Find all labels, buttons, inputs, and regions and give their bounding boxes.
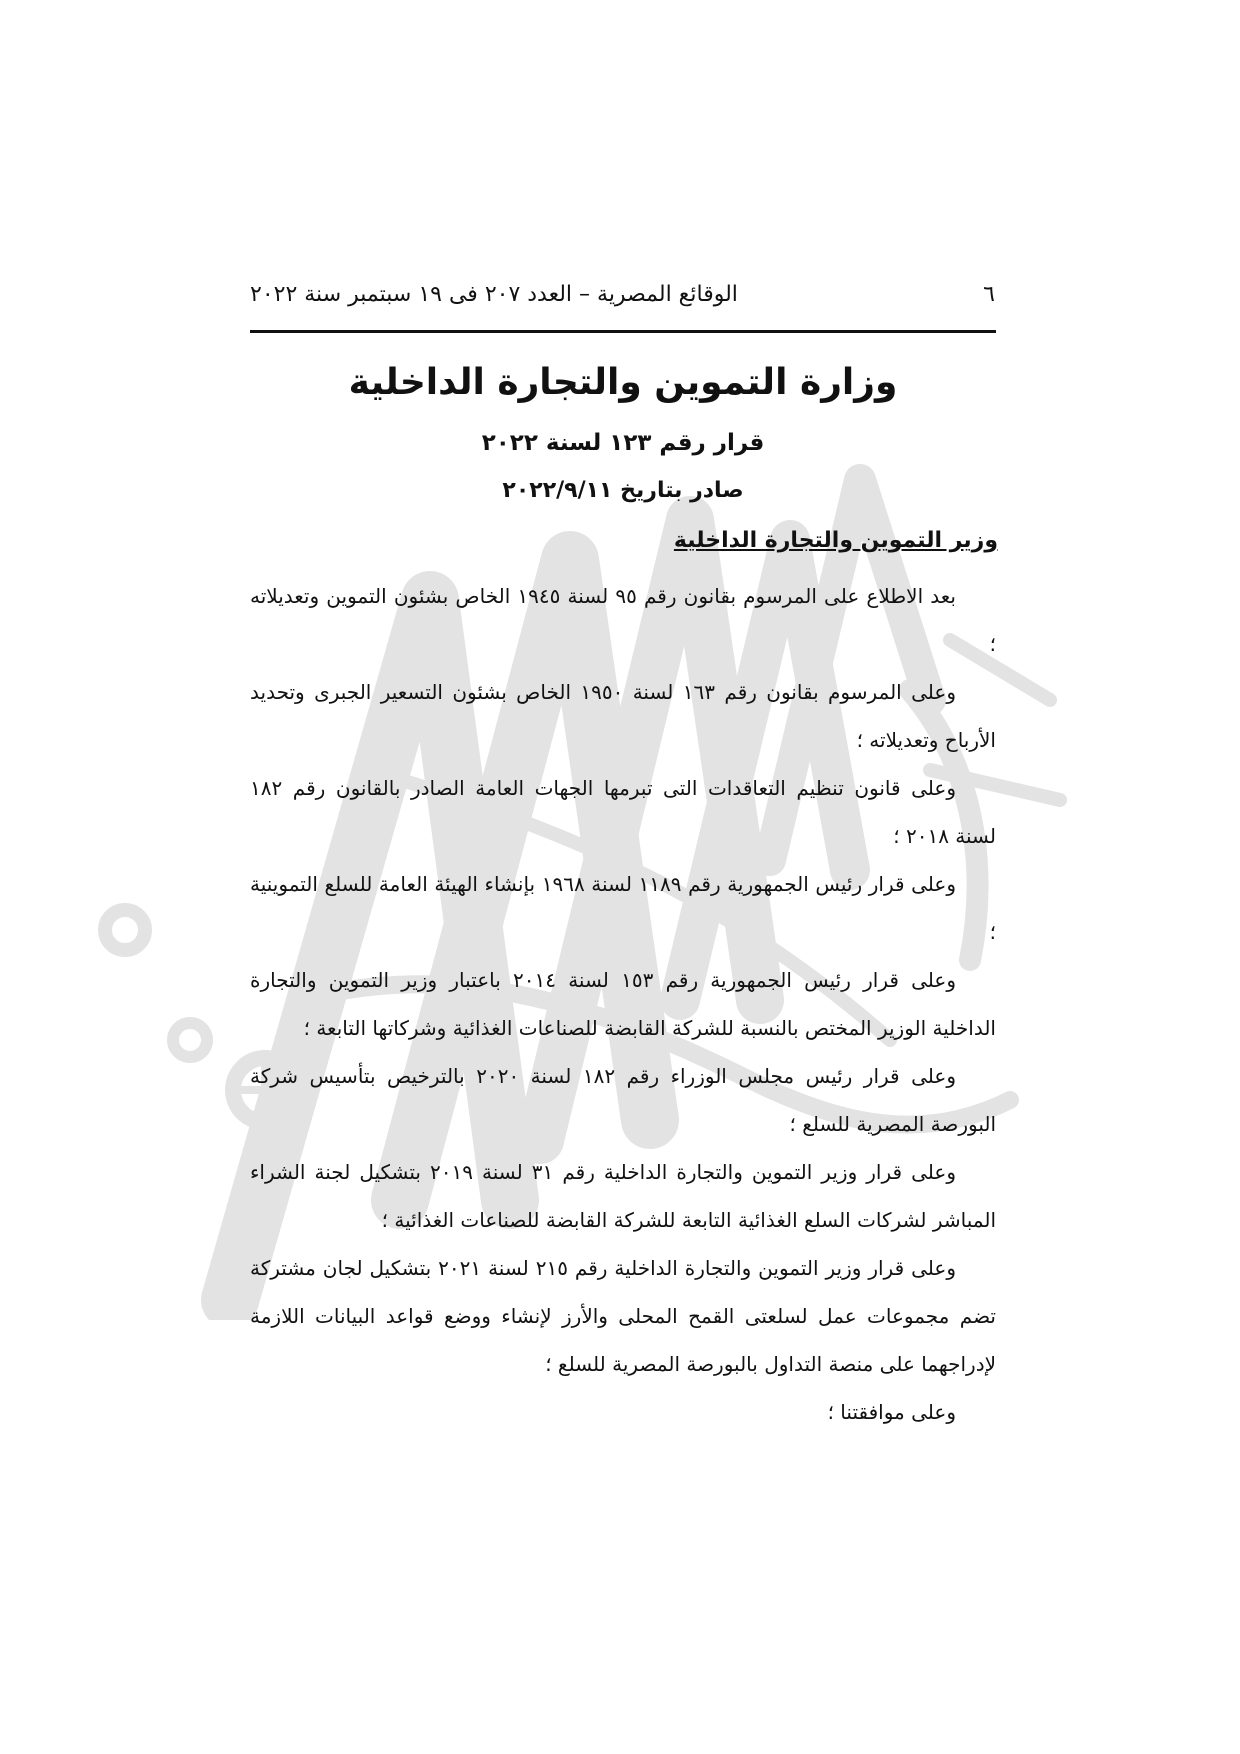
preamble-paragraph: وعلى قانون تنظيم التعاقدات التى تبرمها الجهات العامة الصادر بالقانون رقم ١٨٢ لسنة ٢٠١٨ ؛ (250, 776, 996, 848)
preamble-paragraph: وعلى قرار وزير التموين والتجارة الداخلية رقم ٢١٥ لسنة ٢٠٢١ بتشكيل لجان مشتركة تضم مجموعات عمل لسلعتى القمح المحلى والأرز لإنشاء ووضع قواعد البيانات اللازمة لإدراجهما على منصة التداول بالبورصة المصرية للسلع ؛ (250, 1256, 996, 1376)
preamble-paragraph: وعلى المرسوم بقانون رقم ١٦٣ لسنة ١٩٥٠ الخاص بشئون التسعير الجبرى وتحديد الأرباح وتعديلاته ؛ (250, 680, 996, 752)
preamble-paragraph: وعلى قرار وزير التموين والتجارة الداخلية رقم ٣١ لسنة ٢٠١٩ بتشكيل لجنة الشراء المباشر لشركات السلع الغذائية التابعة للشركة القابضة للصناعات الغذائية ؛ (250, 1160, 996, 1232)
page-number: ٦ (983, 282, 995, 307)
preamble-paragraph: وعلى موافقتنا ؛ (827, 1400, 956, 1424)
ministry-title: وزارة التموين والتجارة الداخلية (348, 362, 898, 403)
issue-date: صادر بتاريخ ٢٠٢٢/٩/١١ (502, 478, 744, 503)
preamble-paragraph: وعلى قرار رئيس الجمهورية رقم ١١٨٩ لسنة ١٩٦٨ بإنشاء الهيئة العامة للسلع التموينية ؛ (250, 872, 996, 944)
decision-title: قرار رقم ١٢٣ لسنة ٢٠٢٢ (481, 430, 765, 456)
preamble-paragraph: بعد الاطلاع على المرسوم بقانون رقم ٩٥ لسنة ١٩٤٥ الخاص بشئون التموين وتعديلاته ؛ (250, 584, 996, 656)
gazette-header-title: الوقائع المصرية – العدد ٢٠٧ فى ١٩ سبتمبر سنة ٢٠٢٢ (250, 282, 738, 307)
header-divider (250, 330, 996, 333)
decision-preamble (250, 572, 996, 1436)
minister-heading: وزير التموين والتجارة الداخلية (673, 528, 998, 553)
running-header (250, 282, 995, 316)
preamble-paragraph: وعلى قرار رئيس مجلس الوزراء رقم ١٨٢ لسنة ٢٠٢٠ بالترخيص بتأسيس شركة البورصة المصرية للسلع ؛ (250, 1064, 996, 1136)
preamble-paragraph: وعلى قرار رئيس الجمهورية رقم ١٥٣ لسنة ٢٠١٤ باعتبار وزير التموين والتجارة الداخلية الوزير المختص بالنسبة للشركة القابضة للصناعات الغذائية وشركاتها التابعة ؛ (250, 968, 996, 1040)
